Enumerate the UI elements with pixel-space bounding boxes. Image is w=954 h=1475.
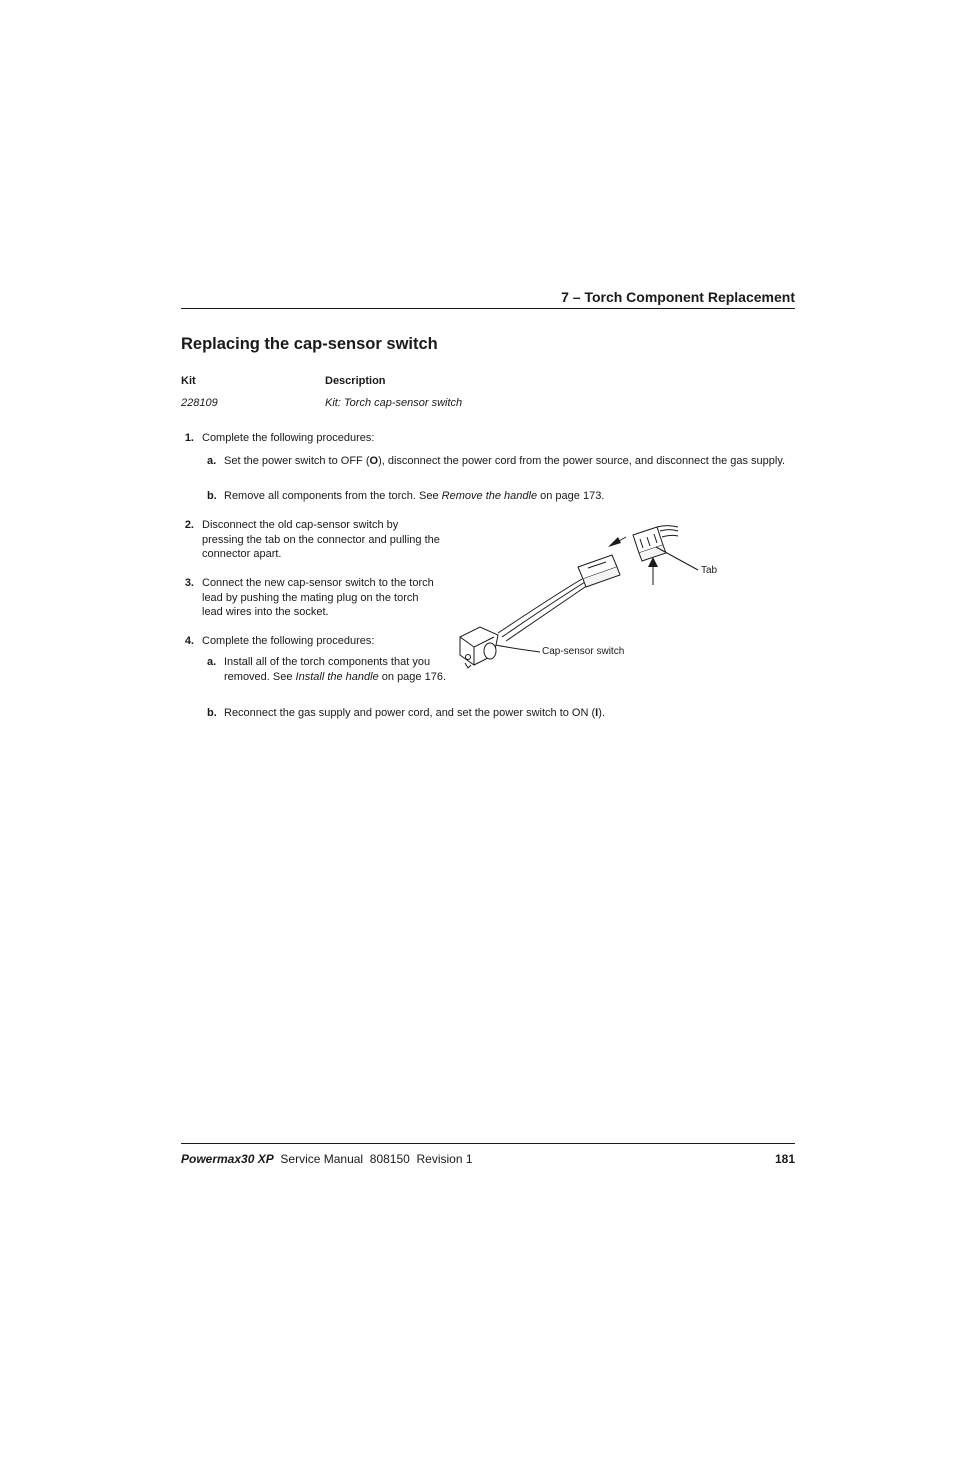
substep-letter: a. xyxy=(207,455,217,467)
footer-rule xyxy=(181,1143,795,1144)
cap-sensor-switch-label: Cap-sensor switch xyxy=(542,646,625,657)
section-title: Replacing the cap-sensor switch xyxy=(181,335,438,353)
substep-letter: b. xyxy=(207,707,217,719)
substep-letter: b. xyxy=(207,490,217,502)
step-number: 2. xyxy=(184,519,194,531)
tab-label: Tab xyxy=(701,565,718,576)
step-number: 3. xyxy=(184,577,194,589)
description-column-header: Description xyxy=(325,375,386,387)
step-text: Disconnect the old cap-sensor switch by pressing the tab on the connector and pulling the connector apart. xyxy=(202,519,440,561)
kit-column-header: Kit xyxy=(181,375,196,387)
step-text: Complete the following procedures: xyxy=(202,432,375,444)
substep-letter: a. xyxy=(207,656,217,668)
substep-text: Remove all components from the torch. See Remove the handle on page 173. xyxy=(224,490,605,502)
substep-text: Reconnect the gas supply and power cord, and set the power switch to ON (I). xyxy=(224,707,605,719)
footer-doc-info: Powermax30 XP Service Manual 808150 Revision 1 xyxy=(181,1152,473,1166)
kit-number-cell: 228109 xyxy=(181,397,218,409)
page-number: 181 xyxy=(774,1152,795,1166)
step-text: Connect the new cap-sensor switch to the torch lead by pushing the mating plug on the torch lead wires into the socket. xyxy=(202,577,434,619)
step-text: Complete the following procedures: xyxy=(202,635,375,647)
step-number: 1. xyxy=(184,432,194,444)
chapter-heading: 7 – Torch Component Replacement xyxy=(561,289,795,305)
step-number: 4. xyxy=(184,635,194,647)
header-rule xyxy=(181,308,795,309)
kit-description-cell: Kit: Torch cap-sensor switch xyxy=(325,397,463,409)
substep-text: Install all of the torch components that you removed. See Install the handle on page 176. xyxy=(224,656,447,683)
substep-text: Set the power switch to OFF (O), disconnect the power cord from the power source, and disconnect the gas supply. xyxy=(224,455,786,467)
